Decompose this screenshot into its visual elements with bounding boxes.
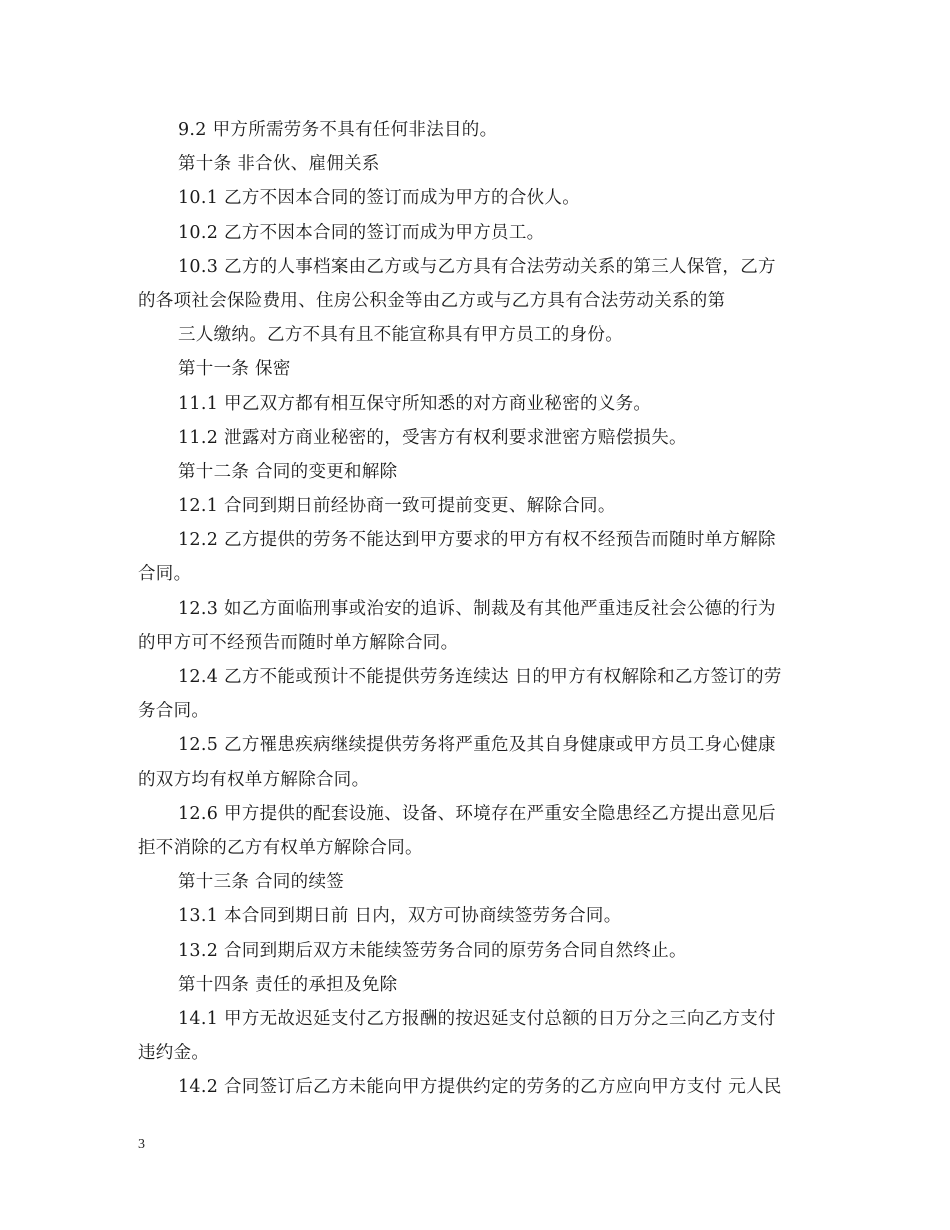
- text-line: 合同。: [138, 564, 192, 585]
- document-body: [138, 113, 814, 1104]
- text-line: 的各项社会保险费用、住房公积金等由乙方或与乙方具有合法劳动关系的第: [138, 290, 726, 311]
- text-line: 违约金。: [138, 1043, 210, 1064]
- text-line: 第十条 非合伙、雇佣关系: [178, 154, 380, 175]
- text-line: 第十二条 合同的变更和解除: [178, 461, 398, 482]
- text-line: 11.2 泄露对方商业秘密的，受害方有权利要求泄密方赔偿损失。: [178, 427, 687, 448]
- text-line: 10.2 乙方不因本合同的签订而成为甲方员工。: [178, 222, 545, 243]
- text-line: 9.2 甲方所需劳务不具有任何非法目的。: [178, 120, 498, 140]
- text-line: 12.5 乙方罹患疾病继续提供劳务将严重危及其自身健康或甲方员工身心健康: [178, 735, 776, 756]
- text-line: 的甲方可不经预告而随时单方解除合同。: [138, 632, 459, 653]
- text-line: 11.1 甲乙双方都有相互保守所知悉的对方商业秘密的义务。: [178, 393, 652, 414]
- text-line: 14.2 合同签订后乙方未能向甲方提供约定的劳务的乙方应向甲方支付 元人民: [178, 1077, 782, 1098]
- text-line: 10.3 乙方的人事档案由乙方或与乙方具有合法劳动关系的第三人保管，乙方: [178, 256, 776, 277]
- text-line: 14.1 甲方无故迟延支付乙方报酬的按迟延支付总额的日万分之三向乙方支付: [178, 1008, 776, 1029]
- page-number: 3: [138, 1137, 145, 1152]
- text-line: 第十一条 保密: [178, 359, 291, 380]
- text-line: 12.6 甲方提供的配套设施、设备、环境存在严重安全隐患经乙方提出意见后: [178, 803, 776, 824]
- text-line: 12.1 合同到期日前经协商一致可提前变更、解除合同。: [178, 496, 616, 517]
- text-line: 13.2 合同到期后双方未能续签劳务合同的原劳务合同自然终止。: [178, 940, 687, 961]
- text-line: 12.2 乙方提供的劳务不能达到甲方要求的甲方有权不经预告而随时单方解除: [178, 530, 776, 551]
- text-line: 三人缴纳。乙方不具有且不能宣称具有甲方员工的身份。: [178, 325, 623, 346]
- text-line: 务合同。: [138, 701, 210, 722]
- text-line: 拒不消除的乙方有权单方解除合同。: [138, 837, 423, 858]
- text-line: 10.1 乙方不因本合同的签订而成为甲方的合伙人。: [178, 188, 581, 209]
- text-line: 第十三条 合同的续签: [178, 872, 345, 893]
- text-line: 12.4 乙方不能或预计不能提供劳务连续达 日的甲方有权解除和乙方签订的劳: [178, 667, 782, 687]
- text-line: 13.1 本合同到期日前 日内，双方可协商续签劳务合同。: [178, 906, 622, 927]
- text-line: 12.3 如乙方面临刑事或治安的追诉、制裁及有其他严重违反社会公德的行为: [178, 598, 776, 619]
- text-line: 第十四条 责任的承担及免除: [178, 974, 398, 995]
- text-line: 的双方均有权单方解除合同。: [138, 769, 370, 790]
